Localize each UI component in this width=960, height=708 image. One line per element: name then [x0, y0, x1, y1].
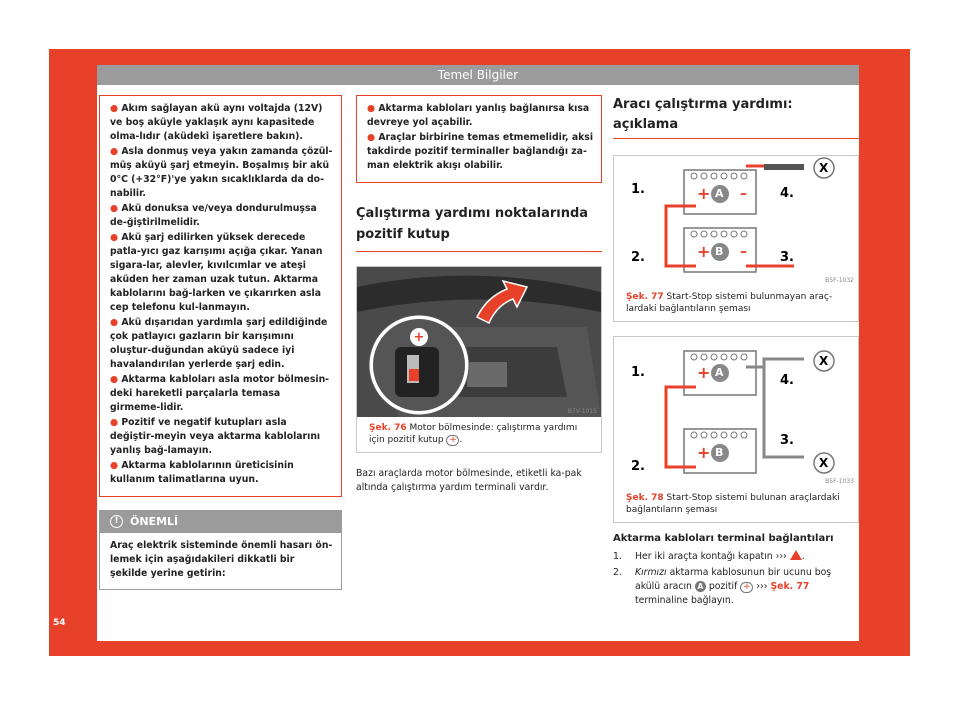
svg-text:+: + — [697, 242, 711, 261]
figure-label: Şek. 77 — [626, 292, 664, 302]
bullet-icon: ● — [110, 417, 122, 428]
figure-code: B5F-1032 — [825, 277, 854, 284]
battery-b-label: B — [715, 245, 724, 258]
warning-triangle-icon — [790, 550, 802, 560]
figure-code: B7V-1015 — [567, 408, 597, 415]
important-note — [99, 510, 342, 590]
steps-list — [613, 550, 859, 608]
figure-label: Şek. 78 — [626, 493, 664, 503]
warning-item: ● Aktarma kabloları yanlış bağlanırsa kısa devreye yol açabilir. — [367, 103, 590, 128]
battery-a-label: A — [715, 187, 724, 200]
left-column — [99, 95, 342, 590]
bullet-icon: ● — [110, 460, 122, 471]
point-4-label: 4. — [780, 373, 794, 388]
subheading: Aktarma kabloları terminal bağlantıları — [613, 533, 834, 544]
bullet-icon: ● — [110, 232, 122, 243]
point-2-label: 2. — [631, 459, 645, 474]
point-3-label: 3. — [780, 250, 794, 265]
figure-caption: Şek. 78 Start-Stop sistemi bulunan araçlardaki bağlantıların şeması — [626, 493, 840, 515]
figure-caption: Şek. 77 Start-Stop sistemi bulunmayan araç-lardaki bağlantıların şeması — [626, 292, 833, 314]
plus-terminal-icon: + — [740, 582, 753, 593]
figure-code: B5F-1033 — [825, 478, 854, 485]
point-2-label: 2. — [631, 250, 645, 265]
ground-x-label: X — [819, 354, 829, 368]
warning-item: ● Aktarma kabloları asla motor bölmesin-deki hareketli parçalarla temasa girmeme-lidir. — [110, 374, 330, 413]
point-1-label: 1. — [631, 365, 645, 380]
svg-text:–: – — [740, 186, 747, 202]
ground-x-label: X — [819, 161, 829, 175]
warning-box-middle — [356, 95, 602, 183]
figure-ref-link[interactable]: Şek. 77 — [770, 581, 810, 592]
battery-a-label: A — [715, 366, 724, 379]
warning-box-left — [99, 95, 342, 497]
section-heading: Çalıştırma yardımı noktalarında pozitif kutup — [356, 203, 602, 252]
warning-item: ● Araçlar birbirine temas etmemelidir, aksi takdirde pozitif terminaller bağlandığı za-man elektrik akışı olabilir. — [367, 132, 593, 171]
middle-column — [356, 95, 602, 495]
svg-text:+: + — [697, 363, 711, 382]
note-body: Araç elektrik sisteminde önemli hasarı ön-lemek için aşağıdakileri dikkatli bir şekilde yerine getirin: — [110, 540, 333, 579]
bullet-icon: ● — [110, 374, 122, 385]
exclamation-icon: ! — [110, 515, 123, 528]
body-text: Bazı araçlarda motor bölmesinde, etiketli ka-pak altında çalıştırma yardım terminali vardır. — [356, 468, 582, 493]
jump-start-diagram-icon — [614, 156, 858, 286]
point-4-label: 4. — [780, 186, 794, 201]
wiring-diagram-77 — [614, 156, 858, 286]
svg-text:–: – — [740, 244, 747, 260]
wiring-diagram-78 — [614, 337, 858, 487]
figure-77 — [613, 155, 859, 322]
battery-b-label: B — [715, 446, 724, 459]
ground-x-label-lower: X — [819, 456, 829, 470]
page-header: Temel Bilgiler — [97, 65, 859, 85]
warning-item: ● Akım sağlayan akü aynı voltajda (12V) ve boş aküyle yaklaşık aynı kapasitede olma-lıdır (aküdeki işaretlere bakın). — [110, 103, 323, 142]
svg-text:+: + — [413, 330, 425, 345]
figure-76 — [356, 266, 602, 453]
svg-text:+: + — [697, 443, 711, 462]
list-item: 2. Kırmızı aktarma kablosunun bir ucunu boş akülü aracın A pozitif + ››› Şek. 77 terminaline bağlayın. — [613, 567, 832, 606]
warning-item: ● Aktarma kablolarının üreticisinin kullanım talimatlarına uyun. — [110, 460, 294, 485]
note-header — [100, 511, 341, 533]
warning-item: ● Akü dışarıdan yardımla şarj edildiğinde çok patlayıcı gazların bir karışımını oluştur-duğundan aküyü sadece iyi havalandırılan yerlerde şarj edin. — [110, 317, 328, 370]
warning-item: ● Akü şarj edilirken yüksek derecede patla-yıcı gaz karışımı açığa çıkar. Yanan sigara-lar, alevler, kıvılcımlar ve ateşi aküden her zaman uzak tutun. Aktarma kablolarını bağ-larken ve çıkarırken asla cep telefonu kul-lanmayın. — [110, 232, 323, 313]
figure-caption: Şek. 76 Motor bölmesinde: çalıştırma yardımı için pozitif kutup + . — [369, 423, 578, 445]
svg-text:+: + — [697, 184, 711, 203]
list-item: 1. Her iki araçta kontağı kapatın ››› . — [613, 551, 805, 562]
bullet-icon: ● — [367, 103, 379, 114]
note-title: ÖNEMLİ — [130, 515, 179, 528]
page-number: 54 — [53, 618, 66, 628]
bullet-icon: ● — [110, 203, 122, 214]
bullet-icon: ● — [110, 317, 122, 328]
section-heading-right: Aracı çalıştırma yardımı: açıklama — [613, 95, 859, 139]
battery-a-icon: A — [695, 581, 706, 592]
right-column — [613, 95, 859, 610]
figure-78 — [613, 336, 859, 523]
engine-bay-illustration — [357, 267, 601, 417]
plus-terminal-icon: + — [446, 435, 459, 446]
point-1-label: 1. — [631, 182, 645, 197]
point-3-label: 3. — [780, 433, 794, 448]
bullet-icon: ● — [367, 132, 379, 143]
engine-bay-photo — [357, 267, 601, 417]
bullet-icon: ● — [110, 146, 122, 157]
warning-item: ● Asla donmuş veya yakın zamanda çözül-müş aküyü şarj etmeyin. Boşalmış bir akü 0°C (+32°F)'ye yakın sıcaklıklarda da do-nabilir. — [110, 146, 333, 199]
warning-item: ● Akü donuksa ve/veya dondurulmuşsa de-ğiştirilmelidir. — [110, 203, 317, 228]
warning-item: ● Pozitif ve negatif kutupları asla değiştir-meyin veya aktarma kablolarını yanlış bağ-lamayın. — [110, 417, 321, 456]
figure-label: Şek. 76 — [369, 423, 407, 433]
bullet-icon: ● — [110, 103, 122, 114]
